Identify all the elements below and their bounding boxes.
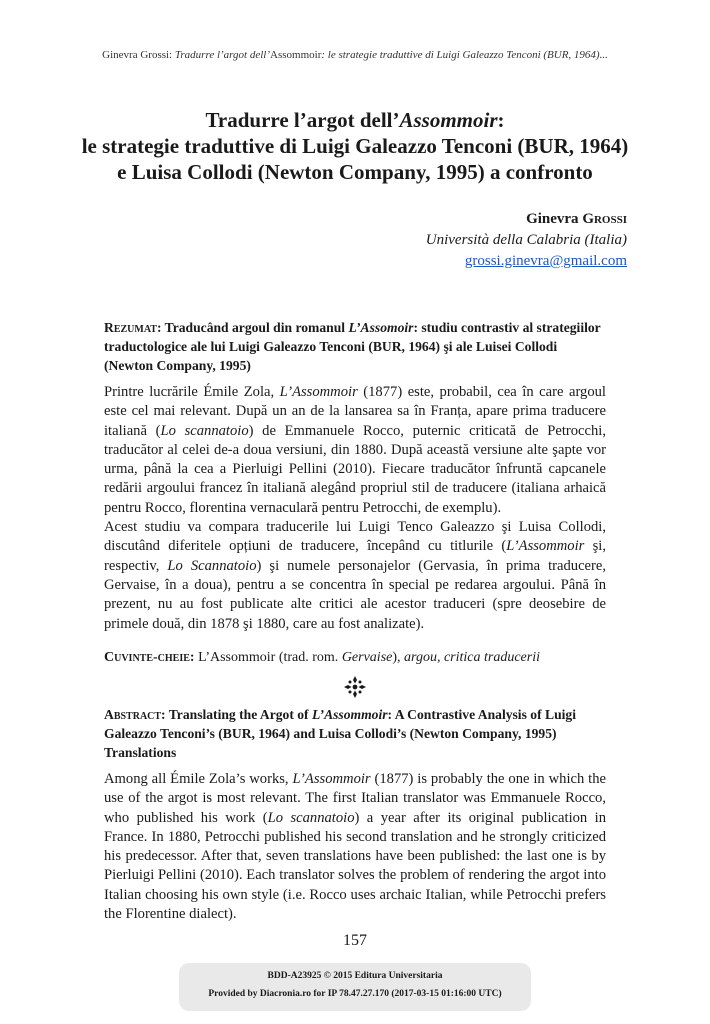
keywords xyxy=(104,650,606,666)
running-head-author: Ginevra Grossi: xyxy=(102,49,175,61)
rezumat-paragraph-2: Acest studiu va compara traducerile lui Luigi Tenco Galeazzo şi Luisa Collodi, discutând diferitele opțiuni de traducere, începând cu titlurile (L’Assommoir şi, respectiv, Lo Scannatoio) şi numele personajelor (Gervasia, în prima traducere, Gervaise, în a doua), pentru a se concentra în special pe redarea argoului. Până în prezent, nu au fost publicate alte critici ale acestor traduceri (spre deosebire de primele două, din 1878 şi 1880, care au fost analizate). xyxy=(104,519,607,632)
running-head-work: Assommoir xyxy=(270,49,322,61)
rezumat-title-c: : studiu contrastiv al strategiilor traductologice ale lui Luigi Galeazzo Tenconi (BUR, 1964) şi ale Luisei Collodi (Newton Company, 1995) xyxy=(104,320,601,373)
running-head-title: Tradurre l’argot dell’ xyxy=(174,49,271,61)
provenance-footer xyxy=(179,963,531,1011)
title-line2: le strategie traduttive di Luigi Galeazzo Tenconi (BUR, 1964) xyxy=(81,134,629,158)
keywords-gervaise: Gervaise xyxy=(341,650,393,665)
abstract-label: Abstract: xyxy=(104,707,166,722)
title-line1: Tradurre l’argot dell’ xyxy=(205,108,400,132)
keywords-text-d: argou, critica traducerii xyxy=(404,650,540,665)
abstract-title xyxy=(104,705,606,762)
keywords-label: Cuvinte-cheie: xyxy=(104,650,195,665)
article-title xyxy=(60,107,650,185)
abstract-title-c: : A Contrastive Analysis of Luigi Galeazzo Tenconi’s (BUR, 1964) and Luisa Collodi’s (Newton Company, 1995) Translations xyxy=(104,707,576,760)
abstract-paragraph-1: Among all Émile Zola’s works, L’Assommoir (1877) is probably the one in which the use of the argot is most relevant. The first Italian translator was Emmanuele Rocco, who published his work (Lo scannatoio) a year after its original publication in France. In 1880, Petrocchi published his second translation and he strongly criticized his predecessor. After that, seven translations have been published: the last one is by Pierluigi Pellini (2010). Each translator solves the problem of rendering the argot into Italian choosing his own style (i.e. Rocco uses archaic Italian, while Petrocchi prefers the Florentine dialect). xyxy=(104,771,607,923)
title-work: Assommoir xyxy=(399,108,498,132)
footer-copyright: BDD-A23925 © 2015 Editura Universitaria xyxy=(267,971,443,981)
abstract-title-work: L’Assommoir xyxy=(311,707,388,722)
footer-provided-by: Provided by Diacronia.ro for IP 78.47.27.170 (2017-03-15 01:16:00 UTC) xyxy=(208,989,502,999)
author-name xyxy=(426,209,627,230)
abstract-title-a: Translating the Argot of xyxy=(165,707,312,722)
rezumat-label: Rezumat: xyxy=(104,320,162,335)
page-number: 157 xyxy=(343,932,367,949)
author-affiliation: Università della Calabria (Italia) xyxy=(425,232,627,248)
title-colon: : xyxy=(497,108,505,132)
author-email-link[interactable]: grossi.ginevra@gmail.com xyxy=(464,253,627,269)
author-first-name: Ginevra xyxy=(526,211,583,227)
rezumat-paragraph-1: Printre lucrările Émile Zola, L’Assommoir (1877) este, probabil, cea în care argoul este cel mai relevant. După un an de la lansarea sa în Franța, apare prima traducere italiană (Lo scannatoio) de Emmanuele Rocco, puternic criticată de Petrocchi, traducător al celei de-a doua versiuni, din 1880. După această versiune alte şapte vor urma, până la cea a Pierluigi Pellini (2010). Fiecare traducător înfruntă capcanele redării argoului francez în italiană alegând propriul stil de traducere (italiana arhaică pentru Rocco, florentina vernaculară pentru Petrocchi, de exemplu). xyxy=(104,384,606,516)
rezumat-body xyxy=(104,383,606,634)
author-last-name: Grossi xyxy=(582,211,627,227)
rezumat-title xyxy=(104,318,606,375)
author-block xyxy=(426,209,627,272)
running-head xyxy=(0,49,710,61)
running-head-title-rest: : le strategie traduttive di Luigi Galeazzo Tenconi (BUR, 1964)... xyxy=(321,49,608,61)
keywords-text-c: ), xyxy=(392,650,405,665)
cross-fleuron-icon xyxy=(343,675,367,699)
title-line3: e Luisa Collodi (Newton Company, 1995) a confronto xyxy=(117,160,593,184)
rezumat-title-work: L’Assomoir xyxy=(348,320,414,335)
rezumat-title-a: Traducând argoul din romanul xyxy=(161,320,349,335)
keywords-text-a: L’Assommoir (trad. rom. xyxy=(194,650,342,665)
abstract-body xyxy=(104,770,606,924)
